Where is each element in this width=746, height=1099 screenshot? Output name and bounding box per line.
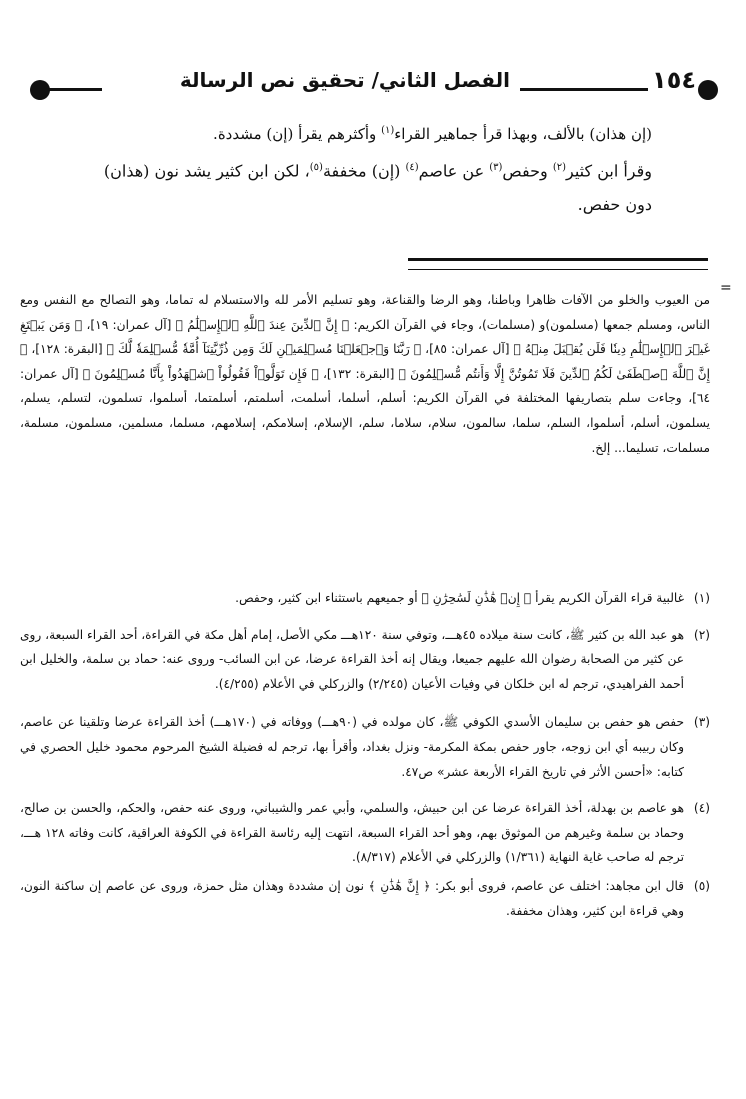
header-dot-left [30, 80, 50, 100]
footnote-4 [20, 796, 710, 870]
page-number: ١٥٤ [652, 66, 696, 94]
continuation-mark: = [720, 280, 732, 296]
footnotes [20, 582, 710, 923]
main-text-segment: وحفص [502, 161, 553, 181]
footnote-2 [20, 623, 710, 697]
footnote-continuation [20, 288, 710, 460]
page-header [28, 64, 718, 104]
footnote-separator [408, 258, 708, 270]
main-paragraph-2 [92, 151, 652, 222]
main-text [92, 114, 652, 222]
main-text-segment: ، لكن ابن كثير يشد نون (هذان) دون حفص. [103, 161, 652, 215]
footnote-3 [20, 710, 710, 784]
footnote-text: غالبية قراء القرآن الكريم يقرأ ﴿ إِنۡ هَٰذَٰنِ لَسَٰحِرَٰنِ ﴾ أو جميعهم باستثناء ابن كثير، وحفص. [235, 591, 684, 605]
footnote-text: هو عاصم بن بهدلة، أخذ القراءة عرضا عن ابن حبيش، والسلمي، وأبي عمر والشيباني، وروى عنه حفص، والحكم، والحسن بن صالح، وحماد بن سلمة وغيرهم من الموثوق بهم، وهو أحد القراء السبعة، انتهت إليه رئاسة القراءة في الكوفة العراقية، كانت وفاته ١٢٨ هـــ، ترجم له صاحب غاية النهاية (١/٣٦١) والزركلي في الأعلام (٨/٣١٧). [20, 801, 685, 865]
chapter-title: الفصل الثاني/ تحقيق نص الرسالة [179, 68, 510, 92]
main-text-segment: وقرأ ابن كثير [566, 161, 652, 181]
continuation-paragraph: من العيوب والخلو من الآفات ظاهرا وباطنا، وهو الرضا والقناعة، وهو تسليم الأمر لله والاستسلام له تماما، وهو التصالح مع النفس ومع الناس، ومسلم جمعها (مسلمون)و (مسلمات)، وجاء في القرآن الكريم: ﴿ إِنَّ ٱلدِّينَ عِندَ ٱللَّهِ ٱلۡإِسۡلَٰمُ ﴾ [آل عمران: ١٩]، ﴿ وَمَن يَبۡتَغِ غَيۡرَ ٱلۡإِسۡلَٰمِ دِينٗا فَلَن يُقۡبَلَ مِنۡهُ ﴾ [آل عمران: ٨٥]، ﴿ رَبَّنَا وَٱجۡعَلۡنَا مُسۡلِمَيۡنِ لَكَ وَمِن ذُرِّيَّتِنَآ أُمَّةٗ مُّسۡلِمَةٗ لَّكَ ﴾ [البقرة: ١٢٨]، ﴿ إِنَّ ٱللَّهَ ٱصۡطَفَىٰ لَكُمُ ٱلدِّينَ فَلَا تَمُوتُنَّ إِلَّا وَأَنتُم مُّسۡلِمُونَ ﴾ [البقرة: ١٣٢]، ﴿ فَإِن تَوَلَّوۡاْ فَقُولُواْ ٱشۡهَدُواْ بِأَنَّا مُسۡلِمُونَ ﴾ [آل عمران: ٦٤]، وجاءت سلم بتصاريفها المختلفة في القرآن الكريم: أسلم، أسلما، أسلمت، أسلمتم، أسلمتما، أسلموا، تسلمون، لتسلم، يسلم، يسلمون، أسلم، أسلموا، السلم، سلما، سالمون، سلام، سلاما، سلم، الإسلام، إسلامكم، إسلامهم، مسلما، مسلمين، مسلمون، مسلمة، مسلمات، تسليما... إلخ. [20, 293, 710, 455]
main-text-segment: وأكثرهم يقرأ (إن) مشددة. [213, 125, 382, 143]
footnote-1 [20, 586, 710, 611]
header-rule-right [520, 88, 648, 91]
footnote-5 [20, 874, 710, 923]
footnote-number: (٤) [693, 801, 710, 816]
footnote-text: حفص هو حفص بن سليمان الأسدي الكوفي ﷺ، كان مولده في (٩٠هـــ) ووفاته في (١٧٠هـــ) أخذ القراءة عرضا وتلقينا عن عاصم، وكان ربيبه أي ابن زوجه، جاور حفص بمكة المكرمة- ونزل بغداد، وأقرأ بها، ترجم له فضيلة الشيخ المرحوم محمود خليل الحصري في كتابه: «أحسن الأثر في تاريخ القراء الأربعة عشر» ص٤٧. [20, 715, 684, 779]
footnote-text: قال ابن مجاهد: اختلف عن عاصم، فروى أبو بكر: ﴿ إِنَّ هَٰذَٰنِ ﴾ نون إن مشددة وهذان مثل حمزة، وروى عن عاصم إن ساكنة النون، وهي قراءة ابن كثير، وهذان مخففة. [20, 878, 684, 918]
footnote-ref-1: (١) [381, 125, 395, 136]
main-text-segment: عن عاصم [418, 161, 490, 181]
header-rule-left [48, 88, 102, 91]
footnote-ref-5: (٥) [309, 162, 323, 173]
footnote-number: (١) [693, 591, 710, 605]
footnote-number: (٥) [693, 878, 710, 893]
footnote-ref-2: (٢) [552, 162, 566, 173]
main-paragraph-1 [92, 114, 652, 151]
footnote-ref-3: (٣) [489, 162, 503, 173]
footnote-number: (٢) [693, 627, 710, 642]
main-text-segment: (إن) مخففة [322, 161, 406, 181]
main-text-segment: (إن هذان) بالألف، وبهذا قرأ جماهير القراء [394, 125, 652, 143]
footnote-text: هو عبد الله بن كثير ﷺ، كانت سنة ميلاده ٤٥هـــ، وتوفي سنة ١٢٠هـــ مكي الأصل، إمام أهل مكة في القراءة، أحد القراء السبعة، روى عن كثير من الصحابة رضوان الله عليهم جميعا، ويقال إنه أخذ القراءة عرضا، عن ابن السائب- وروى عنه: حماد بن سلمة، والخليل ابن أحمد الفراهيدي، ترجم له ابن خلكان في وفيات الأعيان (٢/٢٤٥) والزركلي في الأعلام (٤/٢٥٥). [20, 627, 684, 691]
header-dot-right [698, 80, 718, 100]
footnote-number: (٣) [693, 715, 710, 730]
footnote-ref-4: (٤) [405, 162, 419, 173]
